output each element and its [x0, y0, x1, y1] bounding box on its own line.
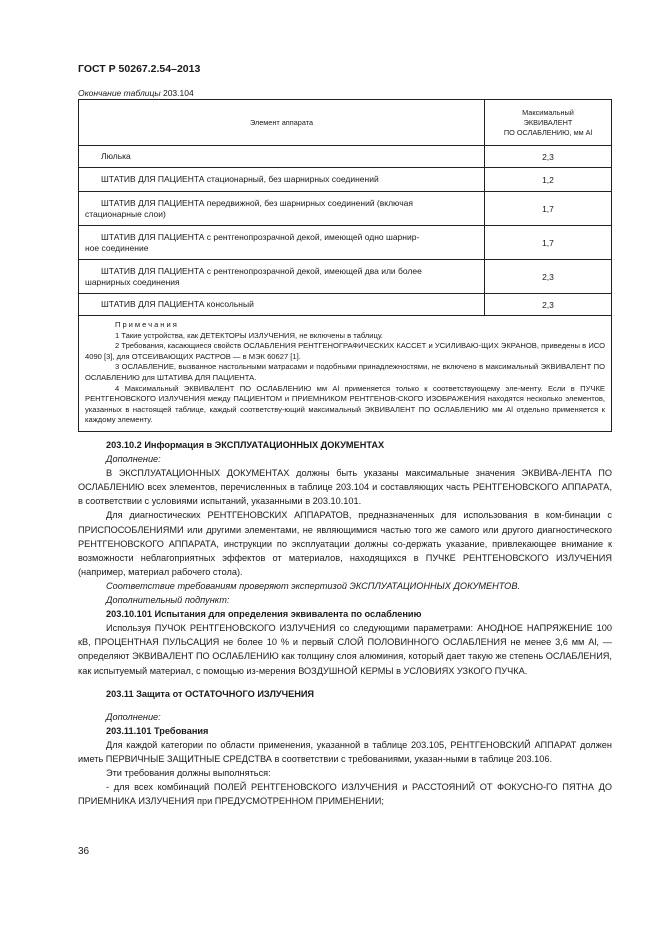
note-item: 4 Максимальный ЭКВИВАЛЕНТ ПО ОСЛАБЛЕНИЮ мм Al применяется только к соответствующему эле-менту. Если в ПУЧКЕ РЕНТГЕНОВСКОГО ИЗЛУЧЕНИЯ между ПАЦИЕНТОМ и ПРИЕМНИКОМ РЕНТГЕНОВ-СКОГО ИЗОБРАЖЕНИЯ находятся несколько элементов, указанных в настоящей таблице, каждый соответству-ющий максимальный ЭКВИВАЛЕНТ ПО ОСЛАБЛЕНИЮ мм Al отдельно применяется к каждому элементу. [85, 383, 605, 425]
element-text: шарнирных соединения [85, 276, 180, 287]
main-text [78, 438, 612, 808]
element-text: ШТАТИВ ДЛЯ ПАЦИЕНТА с рентгенопрозрачной декой, имеющей два или более [101, 266, 422, 276]
col-header-line: Максимальный [522, 107, 574, 117]
compliance-statement: Соответствие требованиям проверяют экспертизой ЭКСПЛУАТАЦИОННЫХ ДОКУМЕНТОВ. [106, 580, 521, 591]
col-header-line: ЭКВИВАЛЕНТ [523, 117, 573, 127]
value-cell: 2,3 [485, 294, 612, 316]
section-heading: 203.10.101 Испытания для определения эквивалента по ослаблению [106, 609, 422, 620]
paragraph: Используя ПУЧОК РЕНТГЕНОВСКОГО ИЗЛУЧЕНИЯ со следующими параметрами: АНОДНОЕ НАПРЯЖЕНИЕ 100 кВ, ПРОЦЕНТНАЯ ПУЛЬСАЦИЯ не более 10 % и первый СЛОЙ ПОЛОВИННОГО ОСЛАБЛЕНИЯ не менее 3,6 мм Al, — определяют ЭКВИВАЛЕНТ ПО ОСЛАБЛЕНИЮ как толщину слоя алюминия, который дает такую же степень ОСЛАБЛЕНИЯ, как испытуемый материал, с помощью из-мерения ВОЗДУШНОЙ КЕРМЫ в УСЛОВИЯХ УЗКОГО ПУЧКА. [78, 623, 612, 676]
section-heading: 203.10.2 Информация в ЭКСПЛУАТАЦИОННЫХ ДОКУМЕНТАХ [106, 440, 385, 450]
element-cell [79, 226, 485, 260]
element-text: Люлька [101, 151, 131, 162]
element-cell [79, 168, 485, 192]
notes-heading: Примечания [115, 320, 179, 329]
section-heading: 203.11 Защита от ОСТАТОЧНОГО ИЗЛУЧЕНИЯ [106, 688, 315, 699]
paragraph: Для каждой категории по области применения, указанной в таблице 203.105, РЕНТГЕНОВСКИЙ АППАРАТ должен иметь ПЕРВИЧНЫЕ ЗАЩИТНЫЕ СРЕДСТВА в соответствии с требованиями, указан-ными в таблице 203.106. [78, 739, 612, 764]
addition-label: Дополнение: [106, 454, 161, 465]
table-header-row [79, 100, 612, 146]
paragraph: Для диагностических РЕНТГЕНОВСКИХ АППАРАТОВ, предназначенных для использования в ком-бинации с ПРИСПОСОБЛЕНИЯМИ или другими элементами, не являющимися частью того же самого или другого диагностического РЕНТГЕНОВСКОГО АППАРАТА, инструкции по эксплуатации должны со-держать указание, привлекающее внимание к возможности неблагоприятных эффектов от материалов, находящихся в ПУЧКЕ РЕНТГЕНОВСКОГО ИЗЛУЧЕНИЯ (например, материал рабочего стола). [78, 510, 612, 577]
table-notes [79, 316, 612, 432]
table-row [79, 192, 612, 226]
col-header-element: Элемент аппарата [79, 100, 485, 146]
table-row [79, 146, 612, 168]
element-text: ШТАТИВ ДЛЯ ПАЦИЕНТА с рентгенопрозрачной декой, имеющей одно шарнир- [101, 232, 420, 242]
col-header-max-equivalent [485, 100, 612, 146]
section-heading: 203.11.101 Требования [106, 725, 209, 736]
table-row [79, 294, 612, 316]
note-item: 1 Такие устройства, как ДЕТЕКТОРЫ ИЗЛУЧЕНИЯ, не включены в таблицу. [115, 330, 384, 340]
table-caption [78, 88, 194, 98]
value-cell: 1,2 [485, 168, 612, 192]
value-cell: 2,3 [485, 146, 612, 168]
element-cell [79, 294, 485, 316]
additional-subclause-label: Дополнительный подпункт: [106, 595, 230, 606]
element-text: ное соединение [85, 242, 149, 253]
list-item: - для всех комбинаций ПОЛЕЙ РЕНТГЕНОВСКОГО ИЗЛУЧЕНИЯ и РАССТОЯНИЙ ОТ ФОКУСНО-ГО ПЯТНА ДО ПРИЕМНИКА ИЗЛУЧЕНИЯ при ПРЕДУСМОТРЕННОМ ПРИМЕНЕНИИ; [78, 782, 612, 807]
table-notes-row [79, 316, 612, 432]
attenuation-table [78, 99, 612, 432]
paragraph: В ЭКСПЛУАТАЦИОННЫХ ДОКУМЕНТАХ должны быть указаны максимальные значения ЭКВИВА-ЛЕНТА ПО ОСЛАБЛЕНИЮ всех элементов, перечисленных в таблице 203.104 и составляющих часть РЕНТГЕНОВСКОГО АППАРАТА, в соответствии с условиями испытаний, указанными в 203.10.101. [78, 468, 612, 507]
element-cell [79, 192, 485, 226]
value-cell: 1,7 [485, 192, 612, 226]
table-caption-number: 203.104 [162, 88, 194, 98]
note-item: 3 ОСЛАБЛЕНИЕ, вызванное настольными матрасами и подобными принадлежностями, не включено в максимальный ЭКВИВАЛЕНТ ПО ОСЛАБЛЕНИЮ для ШТАТИВА ДЛЯ ПАЦИЕНТА. [85, 362, 605, 382]
value-cell: 2,3 [485, 260, 612, 294]
element-text: ШТАТИВ ДЛЯ ПАЦИЕНТА передвижной, без шарнирных соединений (включая [101, 198, 413, 208]
element-cell [79, 260, 485, 294]
element-cell [79, 146, 485, 168]
paragraph: Эти требования должны выполняться: [106, 768, 271, 779]
table-row [79, 168, 612, 192]
addition-label: Дополнение: [106, 711, 161, 722]
table-row [79, 226, 612, 260]
element-text: ШТАТИВ ДЛЯ ПАЦИЕНТА стационарный, без шарнирных соединений [101, 174, 379, 185]
document-header: ГОСТ Р 50267.2.54–2013 [78, 63, 201, 75]
table-row [79, 260, 612, 294]
element-text: стационарные слои) [85, 208, 166, 219]
page-number: 36 [78, 846, 90, 857]
table-caption-text: Окончание таблицы [78, 88, 161, 98]
note-item: 2 Требования, касающиеся свойств ОСЛАБЛЕНИЯ РЕНТГЕНОГРАФИЧЕСКИХ КАССЕТ и УСИЛИВАЮ-ЩИХ ЭКРАНОВ, приведены в ИСО 4090 [3], для ОТСЕИВАЮЩИХ РАСТРОВ — в МЭК 60627 [1]. [85, 341, 605, 361]
col-header-line: ПО ОСЛАБЛЕНИЮ, мм Al [503, 127, 593, 137]
value-cell: 1,7 [485, 226, 612, 260]
element-text: ШТАТИВ ДЛЯ ПАЦИЕНТА консольный [101, 299, 254, 310]
